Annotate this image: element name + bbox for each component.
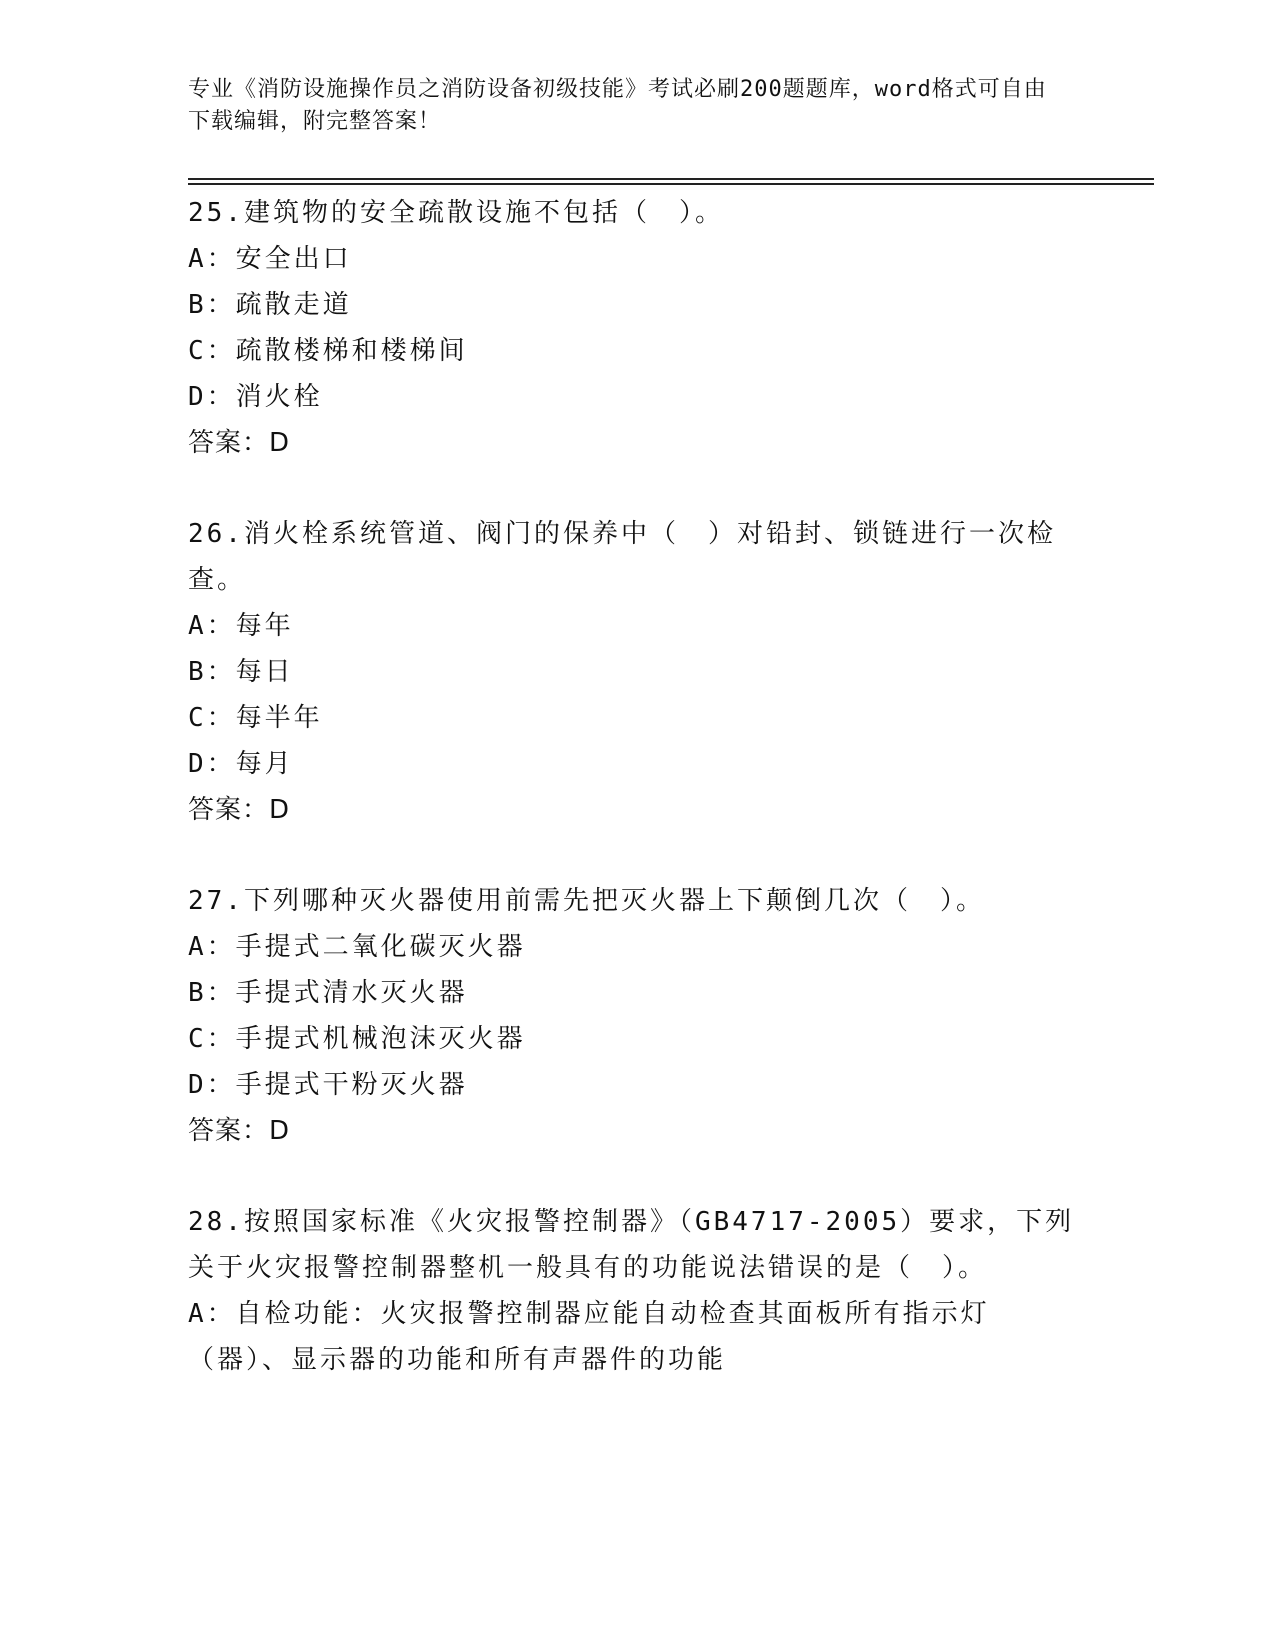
option-a: A：手提式二氧化碳灭火器: [188, 932, 526, 962]
option-a: A：自检功能：火灾报警控制器应能自动检查其面板所有指示灯（器）、显示器的功能和所有声器件的功能: [188, 1299, 990, 1375]
question-stem: 28.按照国家标准《火灾报警控制器》（GB4717-2005）要求，下列关于火灾报警控制器整机一般具有的功能说法错误的是（ ）。: [188, 1207, 1075, 1283]
option-a: A：每年: [188, 611, 294, 641]
document-header: 专业《消防设施操作员之消防设备初级技能》考试必刷200题题库，word格式可自由下载编辑，附完整答案！: [188, 77, 1047, 134]
option-b: B：手提式清水灭火器: [188, 978, 468, 1008]
option-d: D：每月: [188, 749, 294, 779]
question-stem: 25.建筑物的安全疏散设施不包括（ ）。: [188, 198, 724, 228]
option-a: A：安全出口: [188, 244, 352, 274]
answer-line: 答案：D: [188, 428, 291, 458]
option-c: C：每半年: [188, 703, 323, 733]
question-stem: 27.下列哪种灭火器使用前需先把灭火器上下颠倒几次（ ）。: [188, 886, 985, 916]
question-27: [188, 878, 1088, 1154]
header-divider-top: [188, 178, 1154, 180]
option-c: C：疏散楼梯和楼梯间: [188, 336, 468, 366]
header-divider-bottom: [188, 183, 1154, 185]
question-stem: 26.消火栓系统管道、阀门的保养中（ ）对铅封、锁链进行一次检查。: [188, 519, 1056, 595]
answer-line: 答案：D: [188, 1116, 291, 1146]
question-26: [188, 511, 1088, 833]
question-list: [188, 190, 1088, 1383]
option-d: D：手提式干粉灭火器: [188, 1070, 468, 1100]
option-b: B：疏散走道: [188, 290, 352, 320]
option-d: D：消火栓: [188, 382, 323, 412]
option-b: B：每日: [188, 657, 294, 687]
question-25: [188, 190, 1088, 466]
question-28: [188, 1199, 1088, 1383]
option-c: C：手提式机械泡沫灭火器: [188, 1024, 526, 1054]
answer-line: 答案：D: [188, 795, 291, 825]
